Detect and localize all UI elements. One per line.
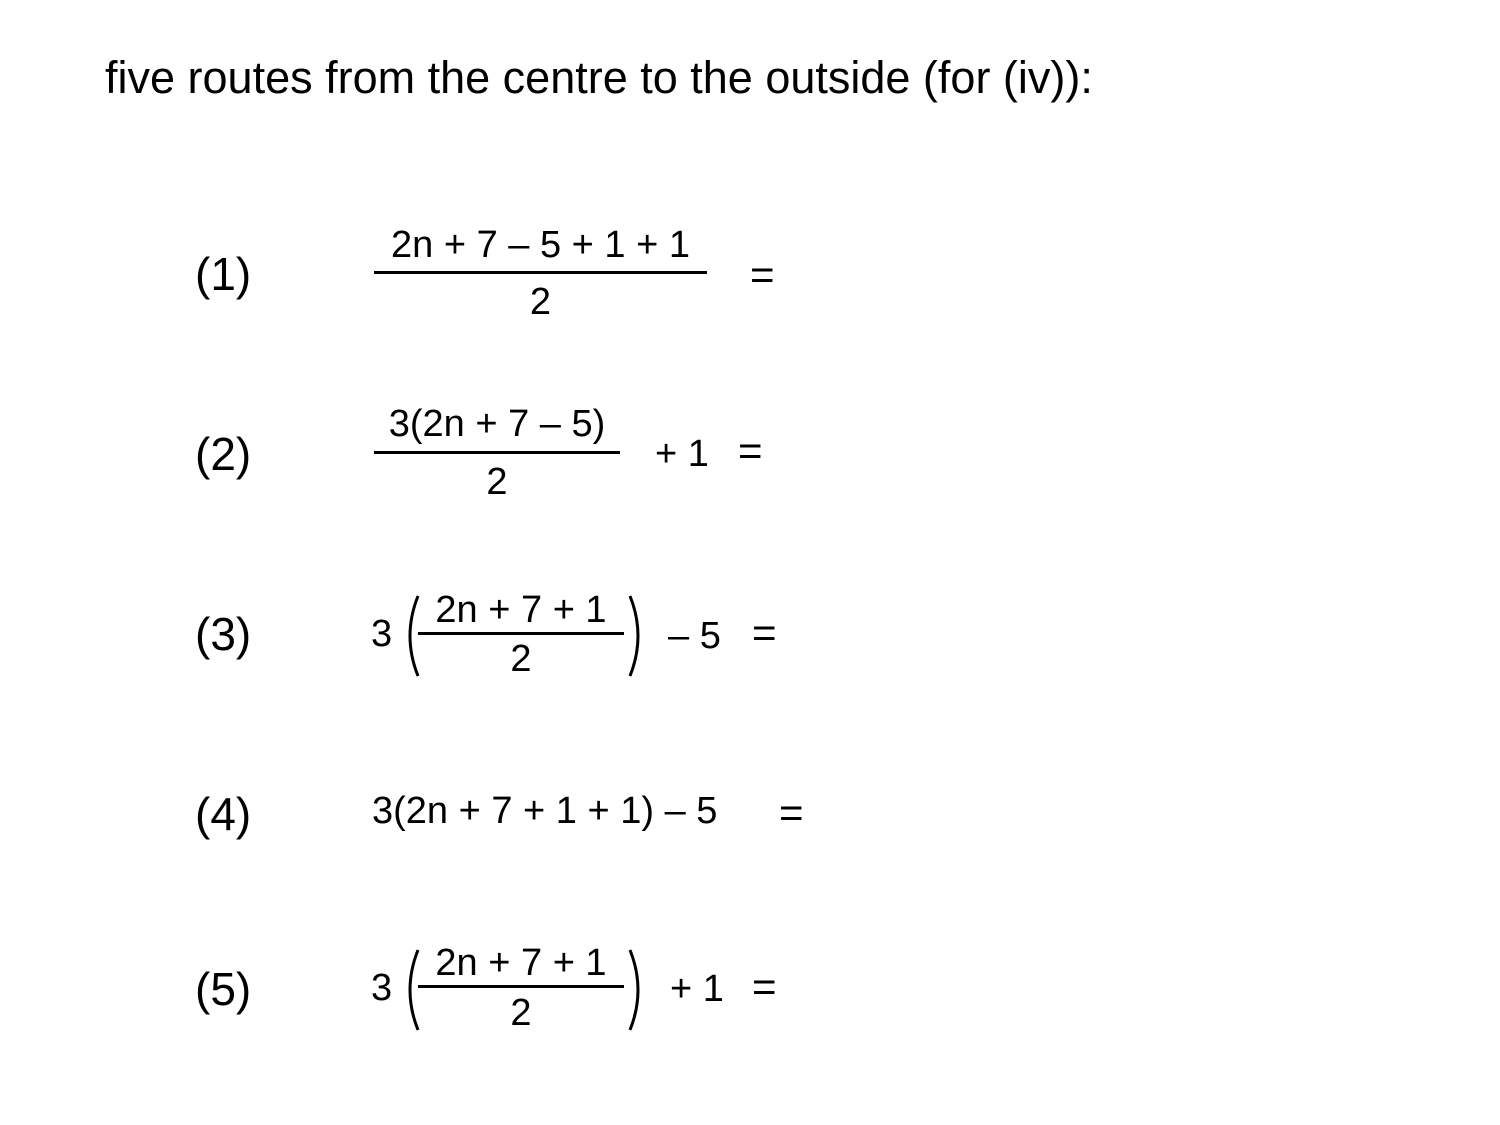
- right-paren-icon: [626, 594, 650, 678]
- denominator: 2: [510, 638, 532, 680]
- suffix-term: – 5: [668, 615, 721, 657]
- equals-sign: =: [750, 251, 775, 298]
- equals-sign: =: [752, 963, 777, 1010]
- coefficient: 3: [371, 967, 393, 1009]
- numerator: 2n + 7 + 1: [435, 589, 607, 631]
- expression: 3(2n + 7 + 1 + 1) – 5: [372, 790, 718, 832]
- fraction-bar: [418, 632, 624, 635]
- route-label: (4): [195, 788, 252, 840]
- route-label: (1): [195, 248, 252, 300]
- equals-sign: =: [752, 609, 777, 656]
- denominator: 2: [529, 281, 552, 323]
- suffix-term: + 1: [670, 968, 724, 1010]
- fraction-bar: [418, 985, 624, 988]
- coefficient: 3: [371, 613, 393, 655]
- denominator: 2: [510, 992, 532, 1034]
- suffix-term: + 1: [655, 433, 709, 475]
- route-label: (3): [195, 608, 252, 660]
- equals-sign: =: [738, 427, 763, 474]
- route-label: (2): [195, 428, 252, 480]
- numerator: 2n + 7 – 5 + 1 + 1: [391, 224, 690, 266]
- equals-sign: =: [779, 789, 804, 836]
- page-title: five routes from the centre to the outside (for (iv)):: [105, 52, 1093, 103]
- fraction-bar: [374, 451, 620, 454]
- right-paren-icon: [626, 948, 650, 1032]
- numerator: 3(2n + 7 – 5): [388, 403, 606, 445]
- route-label: (5): [195, 963, 252, 1015]
- numerator: 2n + 7 + 1: [435, 942, 607, 984]
- fraction-bar: [374, 271, 707, 274]
- denominator: 2: [486, 461, 508, 503]
